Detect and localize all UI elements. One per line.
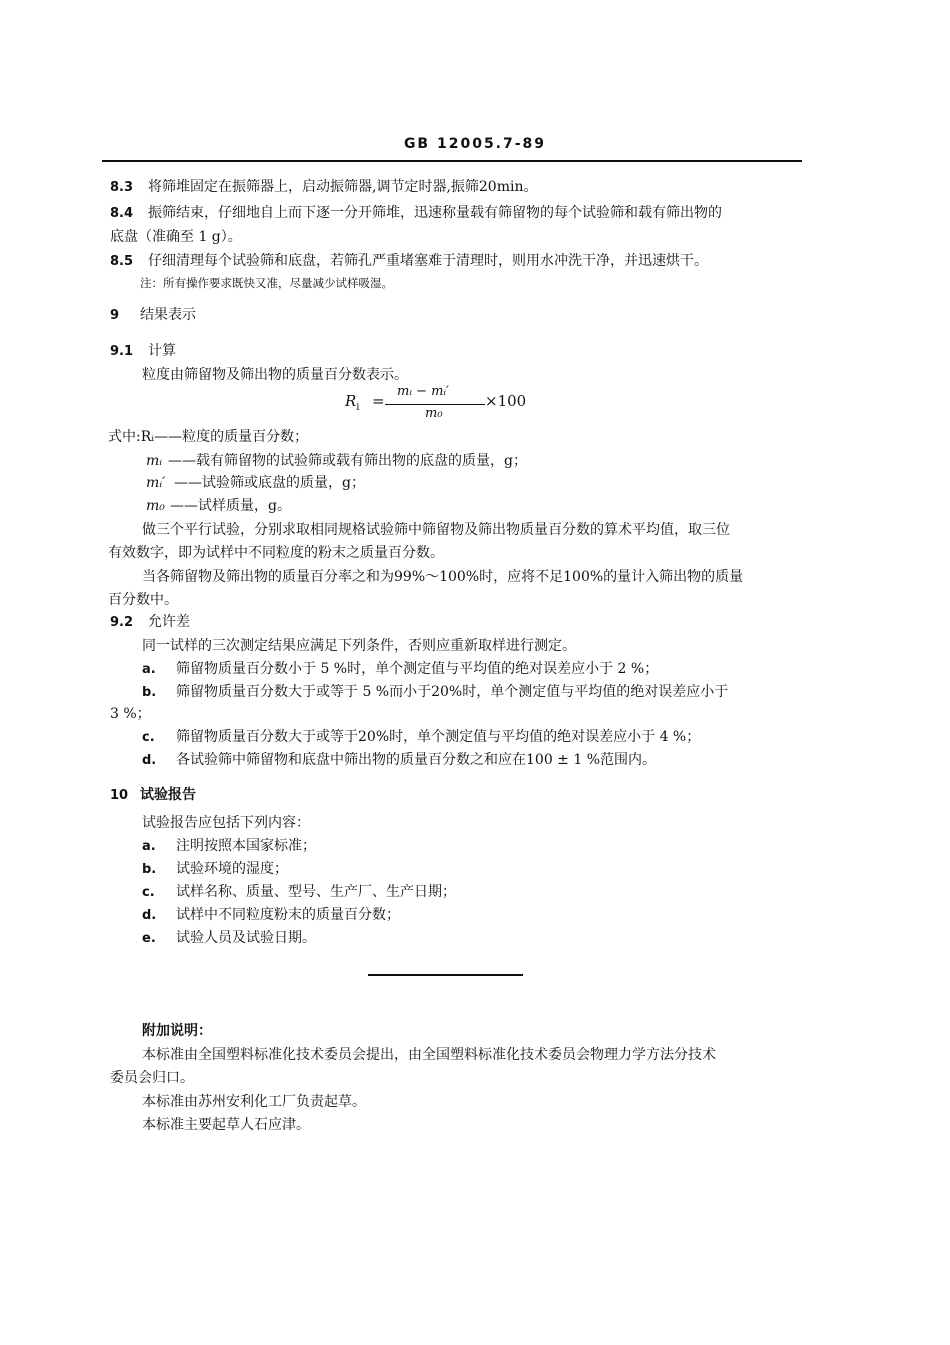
item-marker: a. [142, 839, 156, 854]
where-line [146, 452, 527, 470]
header-rule [102, 160, 802, 162]
section-10-heading [110, 786, 196, 805]
item-marker: c. [142, 730, 155, 745]
item-text: 试验人员及试验日期。 [176, 930, 316, 946]
formula-numerator: mᵢ − mᵢ′ [397, 384, 449, 399]
item-marker: a. [142, 662, 156, 677]
where-desc: ——粒度的质量百分数； [154, 429, 309, 445]
where-symbol: mᵢ′ [146, 475, 166, 491]
report-intro: 试验报告应包括下列内容： [142, 815, 310, 831]
clause-text: 振筛结束，仔细地自上而下逐一分开筛堆，迅速称量载有筛留物的每个试验筛和载有筛出物的 [148, 205, 722, 221]
list-item [142, 751, 656, 770]
item-text: 筛留物质量百分数大于或等于20%时，单个测定值与平均值的绝对误差应小于 4 %； [176, 729, 701, 745]
list-item [142, 929, 316, 948]
item-text: 试验环境的湿度； [176, 861, 288, 877]
note: 注：所有操作要求既快又准，尽量减少试样吸湿。 [140, 276, 393, 290]
subsection-9-1-heading [110, 342, 176, 361]
clause-text: 将筛堆固定在振筛器上，启动振筛器,调节定时器,振筛20min。 [148, 179, 538, 195]
section-title: 试验报告 [140, 787, 196, 803]
where-desc: ——载有筛留物的试验筛或载有筛出物的底盘的质量，g； [168, 453, 527, 469]
item-marker: b. [142, 685, 157, 700]
clause-8-5 [110, 252, 708, 271]
appendix-line: 本标准由全国塑料标准化技术委员会提出，由全国塑料标准化技术委员会物理力学方法分技术 [142, 1047, 716, 1063]
tolerance-intro: 同一试样的三次测定结果应满足下列条件，否则应重新取样进行测定。 [142, 638, 576, 654]
where-symbol: mᵢ [146, 453, 163, 469]
section-title: 结果表示 [140, 307, 196, 323]
fraction-bar [385, 404, 485, 405]
section-number: 9 [110, 308, 120, 323]
item-text: 试样中不同粒度粉末的质量百分数； [176, 907, 400, 923]
item-marker: e. [142, 931, 156, 946]
clause-number: 8.3 [110, 180, 134, 195]
where-desc: ——试验筛或底盘的质量，g； [174, 475, 365, 491]
item-marker: d. [142, 908, 157, 923]
granularity-formula [345, 386, 545, 426]
paragraph-line: 百分数中。 [108, 592, 178, 608]
item-marker: c. [142, 885, 155, 900]
list-item [142, 683, 728, 702]
where-desc: ——试样质量，g。 [170, 498, 291, 514]
clause-number: 8.5 [110, 254, 134, 269]
appendix-line: 本标准主要起草人石应津。 [142, 1117, 310, 1133]
formula-lhs: $R_i$ [345, 392, 360, 413]
clause-text: 仔细清理每个试验筛和底盘，若筛孔严重堵塞难于清理时，则用水冲洗干净，并迅速烘干。 [148, 253, 708, 269]
item-text: 各试验筛中筛留物和底盘中筛出物的质量百分数之和应在100 ± 1 %范围内。 [176, 752, 657, 768]
formula-equals: = [372, 392, 385, 410]
clause-8-4 [110, 204, 722, 223]
formula-multiplier: ×100 [485, 392, 527, 410]
item-text: 筛留物质量百分数小于 5 %时，单个测定值与平均值的绝对误差应小于 2 %； [176, 661, 659, 677]
calculation-intro: 粒度由筛留物及筛出物的质量百分数表示。 [142, 367, 408, 383]
list-item [142, 660, 658, 679]
item-text: 试样名称、质量、型号、生产厂、生产日期； [176, 884, 456, 900]
clause-number: 8.4 [110, 206, 134, 221]
clause-8-3 [110, 178, 537, 197]
item-text: 注明按照本国家标准； [176, 838, 316, 854]
list-item [142, 906, 400, 925]
where-symbol: 式中:Rᵢ [108, 429, 155, 445]
subsection-title: 计算 [148, 343, 176, 359]
where-line [146, 474, 365, 492]
end-rule [368, 974, 523, 976]
clause-8-4-continuation: 底盘（准确至 1 g）。 [110, 229, 242, 245]
list-item-continuation: 3 %； [110, 706, 151, 722]
list-item [142, 860, 288, 879]
subsection-9-2-heading [110, 613, 190, 632]
formula-denominator: m₀ [425, 406, 443, 421]
item-marker: b. [142, 862, 157, 877]
where-line [146, 497, 291, 515]
item-text: 筛留物质量百分数大于或等于 5 %而小于20%时，单个测定值与平均值的绝对误差应小于 [176, 684, 729, 700]
subsection-number: 9.2 [110, 615, 134, 630]
list-item [142, 728, 700, 747]
item-marker: d. [142, 753, 157, 768]
where-line [108, 428, 308, 446]
paragraph-line: 当各筛留物及筛出物的质量百分率之和为99%～100%时，应将不足100%的量计入筛出物的质量 [142, 569, 744, 585]
section-number: 10 [110, 788, 129, 803]
where-symbol: m₀ [146, 498, 165, 514]
appendix-line: 本标准由苏州安利化工厂负责起草。 [142, 1094, 366, 1110]
appendix-line: 委员会归口。 [110, 1070, 194, 1086]
paragraph-line: 有效数字，即为试样中不同粒度的粉末之质量百分数。 [108, 545, 444, 561]
appendix-title: 附加说明： [142, 1023, 212, 1039]
subsection-title: 允许差 [148, 614, 190, 630]
paragraph-line: 做三个平行试验，分别求取相同规格试验筛中筛留物及筛出物质量百分数的算术平均值，取三位 [142, 522, 730, 538]
section-9-heading [110, 306, 196, 325]
subsection-number: 9.1 [110, 344, 134, 359]
list-item [142, 837, 316, 856]
page-header: GB 12005.7-89 [403, 136, 547, 152]
list-item [142, 883, 456, 902]
